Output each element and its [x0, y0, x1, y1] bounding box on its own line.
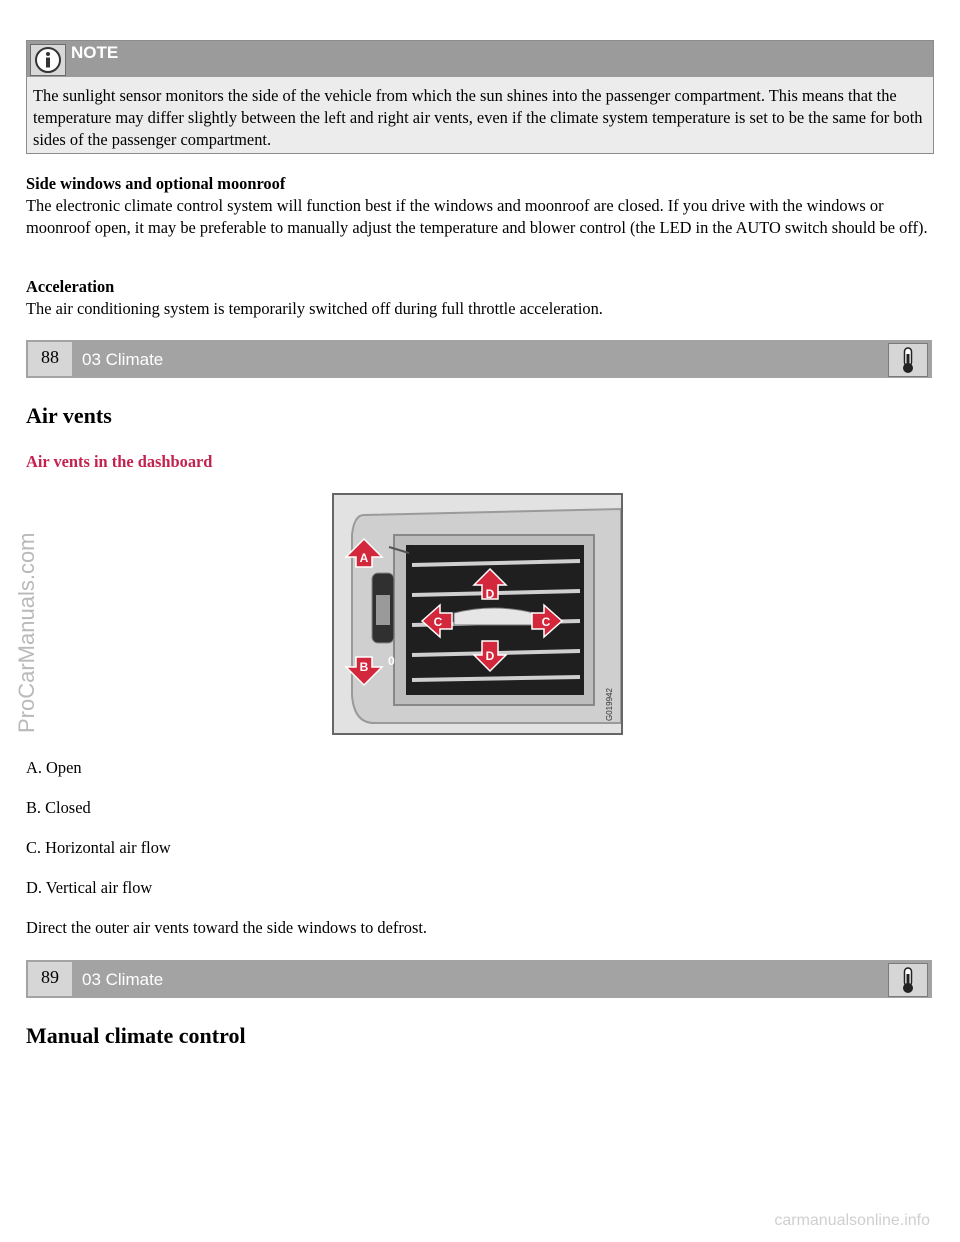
- label-b: B: [359, 660, 369, 674]
- thermometer-icon: [888, 343, 928, 377]
- label-d-bottom: D: [485, 649, 495, 663]
- page-number: 88: [28, 342, 72, 376]
- footer-watermark: carmanualsonline.info: [774, 1212, 930, 1229]
- note-text: The sunlight sensor monitors the side of the vehicle from which the sun shines into the passenger compartment. This means that the temperature may differ slightly between the left and right air vents, even if the climate system temperature is set to be the same for both sides of the passenger compartment.: [33, 86, 923, 149]
- defrost-text: Direct the outer air vents toward the side windows to defrost.: [26, 918, 428, 937]
- air-vent-figure: [332, 493, 623, 735]
- item-b: B. Closed: [26, 798, 91, 817]
- acceleration-heading: Acceleration: [26, 277, 115, 296]
- note-box: [26, 40, 934, 154]
- acceleration-section: [26, 276, 936, 320]
- side-windows-heading: Side windows and optional moonroof: [26, 174, 286, 193]
- note-header: [27, 41, 933, 77]
- watermark: ProCarManuals.com: [14, 532, 39, 733]
- section-title: 03 Climate: [82, 970, 164, 989]
- air-vent-illustration: [334, 495, 621, 733]
- label-c-right: C: [541, 615, 551, 629]
- label-a: A: [359, 551, 369, 565]
- thermometer-icon: [888, 963, 928, 997]
- info-icon: [30, 44, 66, 76]
- note-title: NOTE: [71, 43, 119, 62]
- section-bar-88: [26, 340, 932, 378]
- section-bar-89: [26, 960, 932, 998]
- item-d: D. Vertical air flow: [26, 878, 153, 897]
- label-d-top: D: [485, 587, 495, 601]
- side-windows-section: [26, 173, 936, 239]
- manual-climate-heading: Manual climate control: [26, 1023, 246, 1048]
- air-vents-heading: Air vents: [26, 403, 112, 428]
- label-zero: 0: [388, 654, 395, 668]
- page-number: 89: [28, 962, 72, 996]
- item-c: C. Horizontal air flow: [26, 838, 171, 857]
- figure-code: G019942: [605, 688, 614, 721]
- label-c-left: C: [433, 615, 443, 629]
- item-a: A. Open: [26, 758, 82, 777]
- acceleration-text: The air conditioning system is temporarily switched off during full throttle acceleration.: [26, 299, 603, 318]
- side-windows-text: The electronic climate control system will function best if the windows and moonroof are closed. If you drive with the windows or moonroof open, it may be preferable to manually adjust the temperature and blower control (the LED in the AUTO switch should be off).: [26, 196, 928, 237]
- air-vents-subheading: Air vents in the dashboard: [26, 452, 213, 471]
- section-title: 03 Climate: [82, 350, 164, 369]
